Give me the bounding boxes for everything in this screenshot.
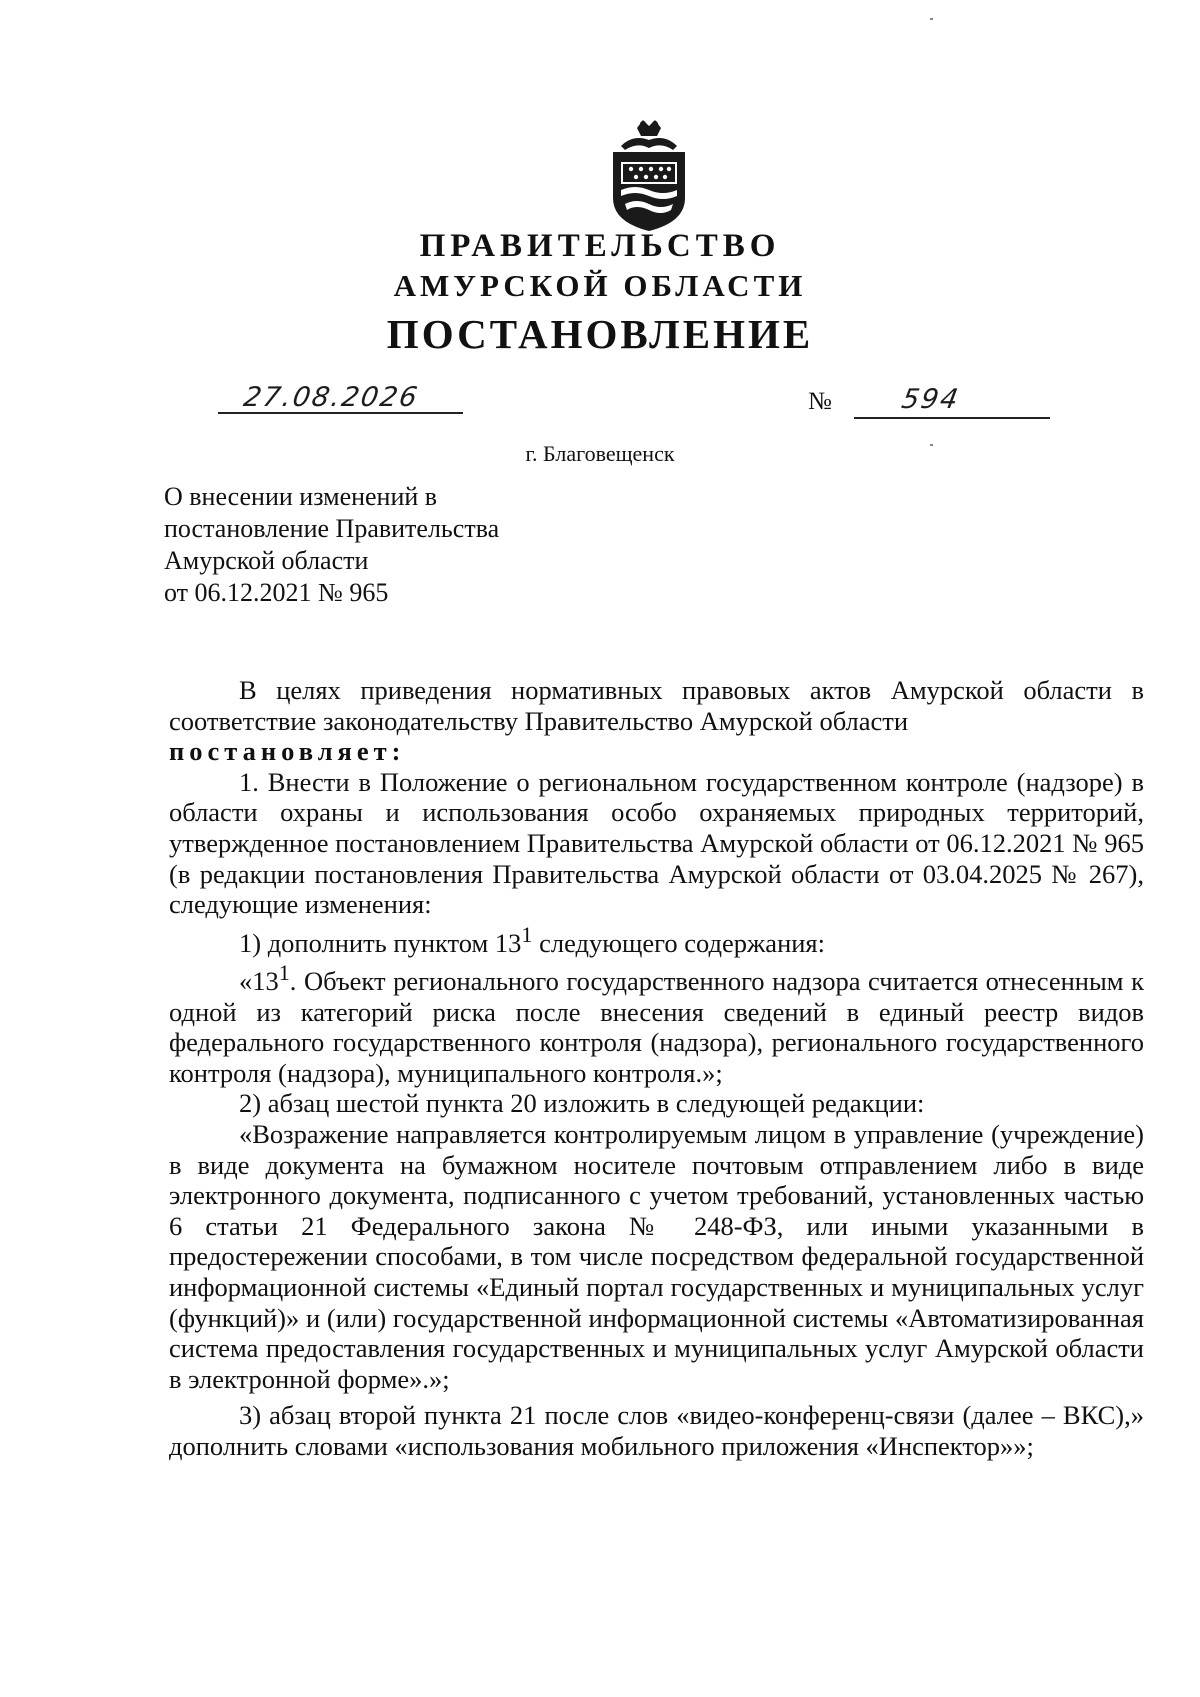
subitem-1-text: 1) дополнить пунктом 13 <box>239 927 522 958</box>
number-underline <box>854 417 1050 419</box>
coat-of-arms-emblem <box>603 118 695 233</box>
subitem-1-paragraph <box>169 920 1144 958</box>
government-title: ПРАВИТЕЛЬСТВО <box>419 228 781 264</box>
subject-line: постановление Правительства <box>164 514 500 543</box>
subject-line: О внесении изменений в <box>164 482 438 511</box>
quote-2-paragraph: «Возражение направляется контролируемым лицом в управление (учреждение) в виде документа на бумажном носителе почтовым отправлением либо в виде электронного документа, подписанного с учетом требований, установленных частью 6 статьи 21 Федерального закона № 248-ФЗ, или иными указанными в предостережении способами, в том числе посредством федеральной государственной информационной системы «Единый портал государственных и муниципальных услуг (функций)» и (или) государственной информационной системы «Автоматизированная система предоставления государственных и муниципальных услуг Амурской области в электронной форме».»; <box>169 1118 1144 1394</box>
superscript: 1 <box>521 921 533 947</box>
preamble-paragraph: В целях приведения нормативных правовых актов Амурской области в соответствие законодательству Правительство Амурской области <box>169 675 1144 736</box>
quote-1-paragraph <box>169 958 1144 1088</box>
document-subject <box>164 481 499 609</box>
resolves-label: постановляет: <box>169 736 406 767</box>
handwritten-date: 27.08.2026 <box>241 382 422 413</box>
superscript: 1 <box>278 960 290 986</box>
date-underline <box>218 412 463 414</box>
subitem-2-paragraph: 2) абзац шестой пункта 20 изложить в следующей редакции: <box>239 1088 925 1119</box>
scan-speck <box>930 18 933 20</box>
document-body <box>169 675 1144 1462</box>
subitem-1-text-end: следующего содержания: <box>532 927 825 958</box>
region-title: АМУРСКОЙ ОБЛАСТИ <box>393 268 807 303</box>
resolves-word <box>169 736 1144 767</box>
scan-speck <box>930 444 933 446</box>
subject-line: Амурской области <box>164 546 369 575</box>
subject-line: от 06.12.2021 № 965 <box>164 578 389 607</box>
handwritten-number: 594 <box>899 384 963 415</box>
item-1-paragraph: 1. Внести в Положение о региональном государственном контроле (надзоре) в области охраны и использования особо охраняемых природных территорий, утвержденное постановлением Правительства Амурской области от 06.12.2021 № 965 (в редакции постановления Правительства Амурской области от 03.04.2025 № 267), следующие изменения: <box>169 766 1144 920</box>
city-label: г. Благовещенск <box>525 441 675 466</box>
number-sign: № <box>808 388 832 415</box>
subitem-3-paragraph: 3) абзац второй пункта 21 после слов «видео-конференц-связи (далее – ВКС),» дополнить словами «использования мобильного приложения «Инспектор»»; <box>169 1400 1144 1461</box>
quote-1-start: «13 <box>239 966 279 996</box>
quote-1-text: . Объект регионального государственного надзора считается отнесенным к одной из категорий риска после внесения сведений в единый реестр видов федерального государственного контроля (надзора), регионального государственного контроля (надзора), муниципального контроля.»; <box>169 966 1144 1088</box>
document-type-title: ПОСТАНОВЛЕНИЕ <box>386 311 814 357</box>
